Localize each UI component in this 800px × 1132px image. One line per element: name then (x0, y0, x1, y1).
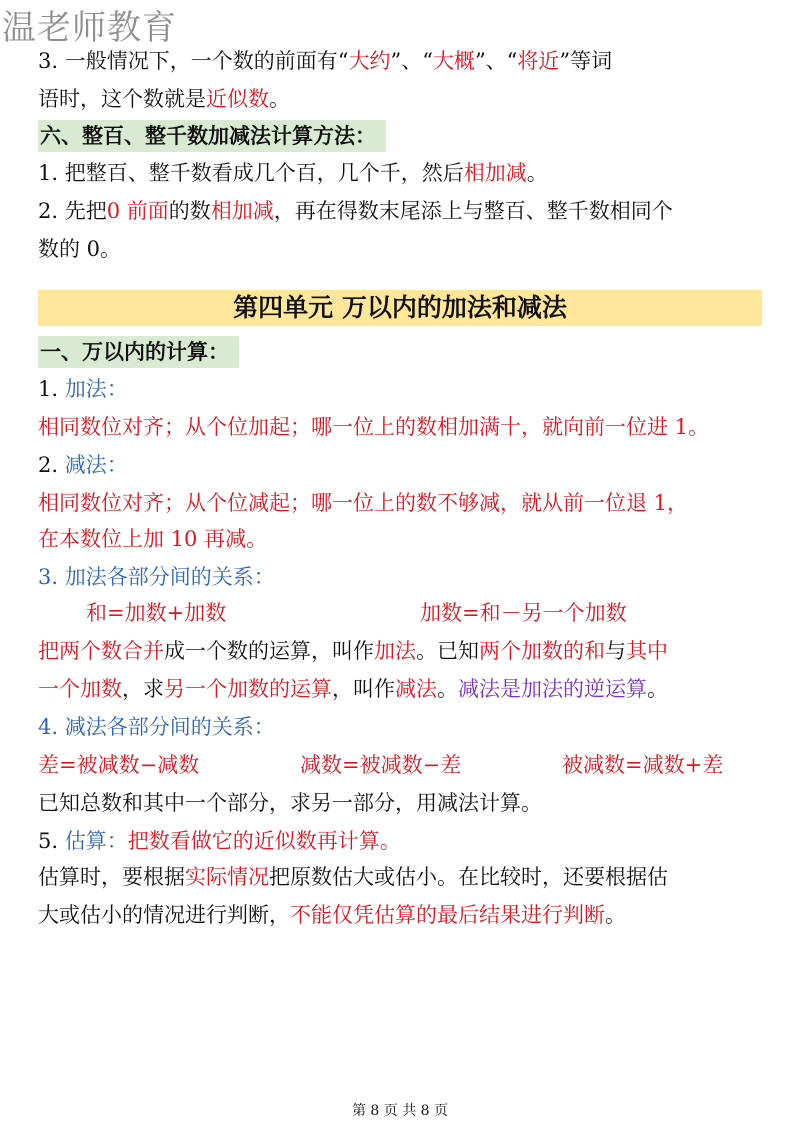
definition-line1 (38, 636, 668, 666)
keyword: 其中 (626, 639, 668, 663)
text: ： (106, 829, 128, 853)
text: 4. 减法各部分间的关系： (38, 715, 275, 739)
text: 1. (38, 377, 65, 401)
formula-difference: 差=被减数−减数 (38, 753, 200, 777)
text: ”、“ (474, 49, 518, 73)
text: 数的 0。 (38, 237, 122, 261)
text: 。 (526, 161, 548, 185)
keyword: 一个加数 (38, 677, 122, 701)
item3-line1 (38, 46, 612, 76)
subtraction-heading (38, 450, 128, 480)
text: 。 (647, 677, 668, 701)
keyword: 加法 (374, 639, 416, 663)
text: 成一个数的运算，叫作 (164, 639, 374, 663)
text: 3. 一般情况下，一个数的前面有“ (38, 49, 349, 73)
estimation-line1 (38, 862, 668, 892)
keyword: 相加减 (210, 199, 274, 223)
text: 估算时，要根据 (38, 865, 185, 889)
keyword: 两个加数的和 (479, 639, 605, 663)
keyword-dayue: 大约 (348, 49, 391, 73)
text: 的数 (168, 199, 211, 223)
text: 。已知 (416, 639, 479, 663)
addition-heading (38, 374, 128, 404)
text: ，求 (122, 677, 164, 701)
estimation-heading (38, 826, 401, 856)
subtraction-usage: 已知总数和其中一个部分，求另一部分，用减法计算。 (38, 791, 542, 815)
subtraction-rule-line2: 在本数位上加 10 再减。 (38, 527, 268, 551)
text: 把原数估大或估小。在比较时，还要根据估 (269, 865, 668, 889)
text: 。 (605, 903, 626, 927)
inverse-operation-note: 减法是加法的逆运算 (458, 677, 647, 701)
estimation-line2 (38, 900, 626, 930)
addition-relation-heading (38, 562, 275, 592)
text: 语时，这个数就是 (38, 87, 206, 111)
subtraction-rule-line1: 相同数位对齐；从个位减起；哪一位上的数不够减，就从前一位退 1， (38, 491, 689, 515)
formula-subtrahend: 减数=被减数−差 (300, 753, 462, 777)
keyword: 实际情况 (185, 865, 269, 889)
text: 。 (269, 87, 290, 111)
keyword-approx: 近似数 (206, 87, 269, 111)
text: 大或估小的情况进行判断， (38, 903, 290, 927)
keyword-jiangjin: 将近 (517, 49, 560, 73)
estimation-definition: 把数看做它的近似数再计算。 (127, 829, 401, 853)
text: 1. 把整百、整千数看成几个百，几个千，然后 (38, 161, 464, 185)
subtraction-relation-heading (38, 712, 275, 742)
formula-sum: 和=加数+加数 (86, 601, 227, 625)
estimation-label: 估算 (64, 829, 107, 853)
page-footer: 第 8 页 共 8 页 (351, 1103, 449, 1119)
text: 2. 先把 (38, 199, 107, 223)
section6-line3 (38, 234, 121, 264)
text: 与 (605, 639, 626, 663)
chapter-title: 第四单元 万以内的加法和减法 (38, 290, 762, 326)
section6-heading: 六、整百、整千数加减法计算方法： (38, 120, 386, 152)
section6-line2 (38, 196, 673, 226)
watermark: 温老师教育 (2, 8, 177, 48)
section1-heading: 一、万以内的计算： (38, 336, 239, 368)
text: 5. (38, 829, 65, 853)
addition-rule: 相同数位对齐；从个位加起；哪一位上的数相加满十，就向前一位进 1。 (38, 415, 710, 439)
text: ”、“ (390, 49, 433, 73)
keyword: 减法 (395, 677, 437, 701)
text: ”等词 (559, 49, 613, 73)
keyword-dagai: 大概 (432, 49, 475, 73)
text: ，再在得数末尾添上与整百、整千数相同个 (273, 199, 673, 223)
keyword: 另一个加数的运算 (164, 677, 332, 701)
formula-minuend: 被减数=减数+差 (562, 753, 724, 777)
keyword: 不能仅凭估算的最后结果进行判断 (290, 903, 605, 927)
text: ，叫作 (332, 677, 395, 701)
text: 。 (437, 677, 458, 701)
formula-addend: 加数=和－另一个加数 (420, 601, 627, 625)
keyword: 相加减 (463, 161, 527, 185)
addition-label: 加法 (64, 377, 107, 401)
text: ： (106, 453, 128, 477)
section6-line1 (38, 158, 548, 188)
text: ： (106, 377, 128, 401)
subtraction-label: 减法 (64, 453, 107, 477)
definition-line2 (38, 674, 668, 704)
text: 3. 加法各部分间的关系： (38, 565, 275, 589)
item3-line2 (38, 84, 290, 114)
keyword: 把两个数合并 (38, 639, 164, 663)
keyword: 0 前面 (106, 199, 169, 223)
text: 2. (38, 453, 65, 477)
